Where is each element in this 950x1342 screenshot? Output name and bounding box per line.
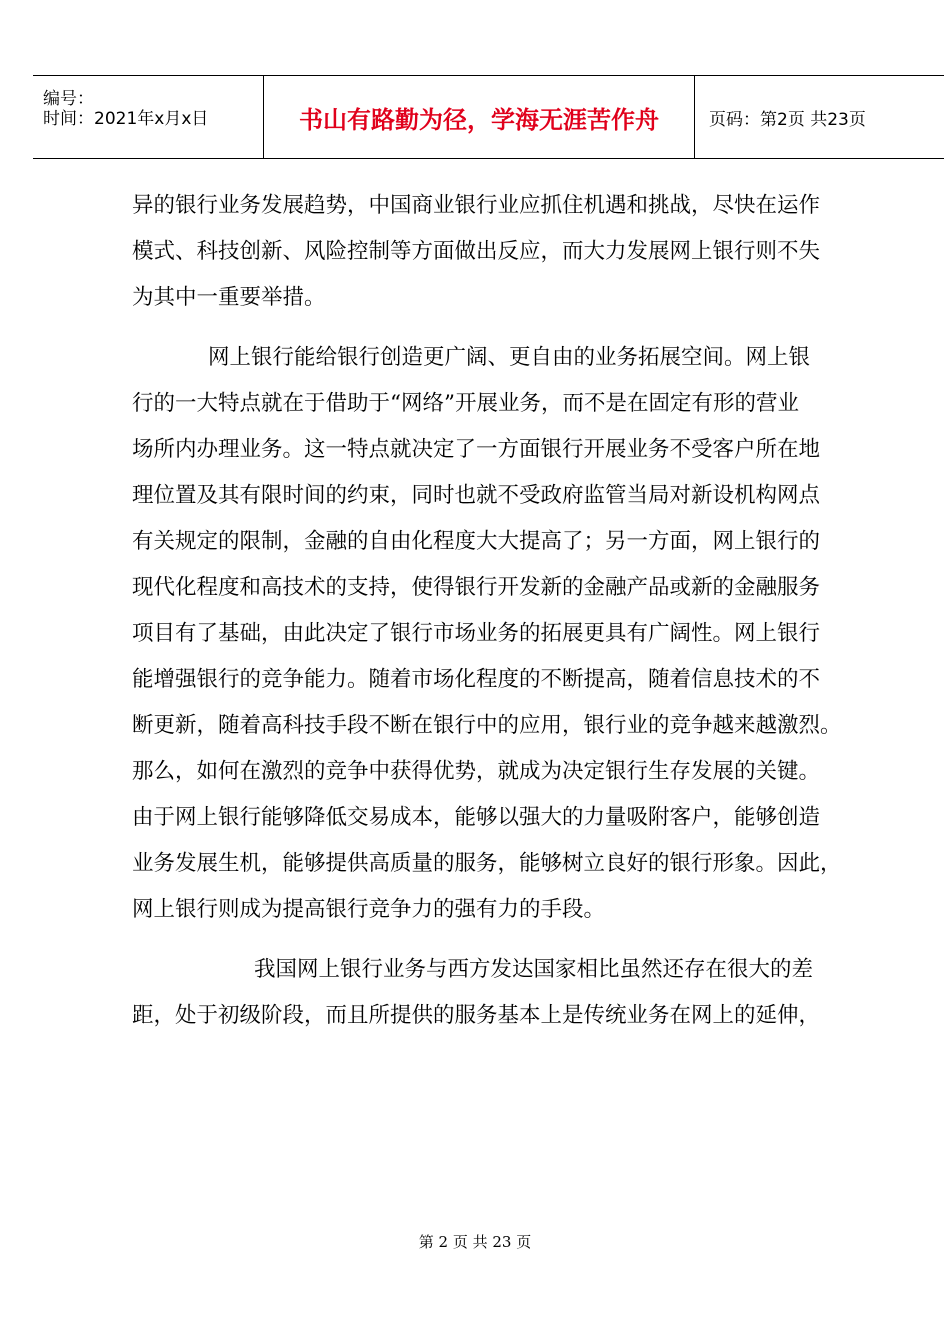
text-line: 网上银行能给银行创造更广阔、更自由的业务拓展空间。网上银 [208,345,811,370]
text-line: 异的银行业务发展趋势，中国商业银行业应抓住机遇和挑战，尽快在运作 [132,193,821,218]
date-label: 时间：2021年x月x日 [43,109,209,129]
page-header [33,75,944,159]
text-line: 那么，如何在激烈的竞争中获得优势，就成为决定银行生存发展的关键。 [132,759,821,784]
text-line: 业务发展生机，能够提供高质量的服务，能够树立良好的银行形象。因此， [132,851,842,876]
text-line: 模式、科技创新、风险控制等方面做出反应，而大力发展网上银行则不失 [132,239,821,264]
text-line: 现代化程度和高技术的支持，使得银行开发新的金融产品或新的金融服务 [132,575,821,600]
text-line: 断更新，随着高科技手段不断在银行中的应用，银行业的竞争越来越激烈。 [132,713,842,738]
paragraph-1 [132,183,852,321]
text-line: 项目有了基础，由此决定了银行市场业务的拓展更具有广阔性。网上银行 [132,621,821,646]
header-motto: 书山有路勤为径，学海无涯苦作舟 [264,76,695,158]
text-line: 距，处于初级阶段，而且所提供的服务基本上是传统业务在网上的延伸， [132,1003,821,1028]
text-line: 我国网上银行业务与西方发达国家相比虽然还存在很大的差 [254,957,814,982]
text-line: 有关规定的限制，金融的自由化程度大大提高了；另一方面，网上银行的 [132,529,821,554]
text-line: 由于网上银行能够降低交易成本，能够以强大的力量吸附客户，能够创造 [132,805,821,830]
text-line: 场所内办理业务。这一特点就决定了一方面银行开展业务不受客户所在地 [132,437,821,462]
text-line: 网上银行则成为提高银行竞争力的强有力的手段。 [132,897,606,922]
page-footer: 第 2 页 共 23 页 [418,1233,532,1251]
text-line: 为其中一重要举措。 [132,285,326,310]
paragraph-2 [132,335,852,933]
document-body [132,183,852,1039]
serial-label: 编号： [43,89,94,109]
text-line: 理位置及其有限时间的约束，同时也就不受政府监管当局对新设机构网点 [132,483,821,508]
paragraph-3 [132,947,852,1039]
header-page-info: 页码：第2页 共23页 [709,109,866,130]
text-line: 行的一大特点就在于借助于“网络”开展业务，而不是在固定有形的营业 [132,391,799,416]
header-meta-cell [33,76,264,158]
text-line: 能增强银行的竞争能力。随着市场化程度的不断提高，随着信息技术的不 [132,667,821,692]
